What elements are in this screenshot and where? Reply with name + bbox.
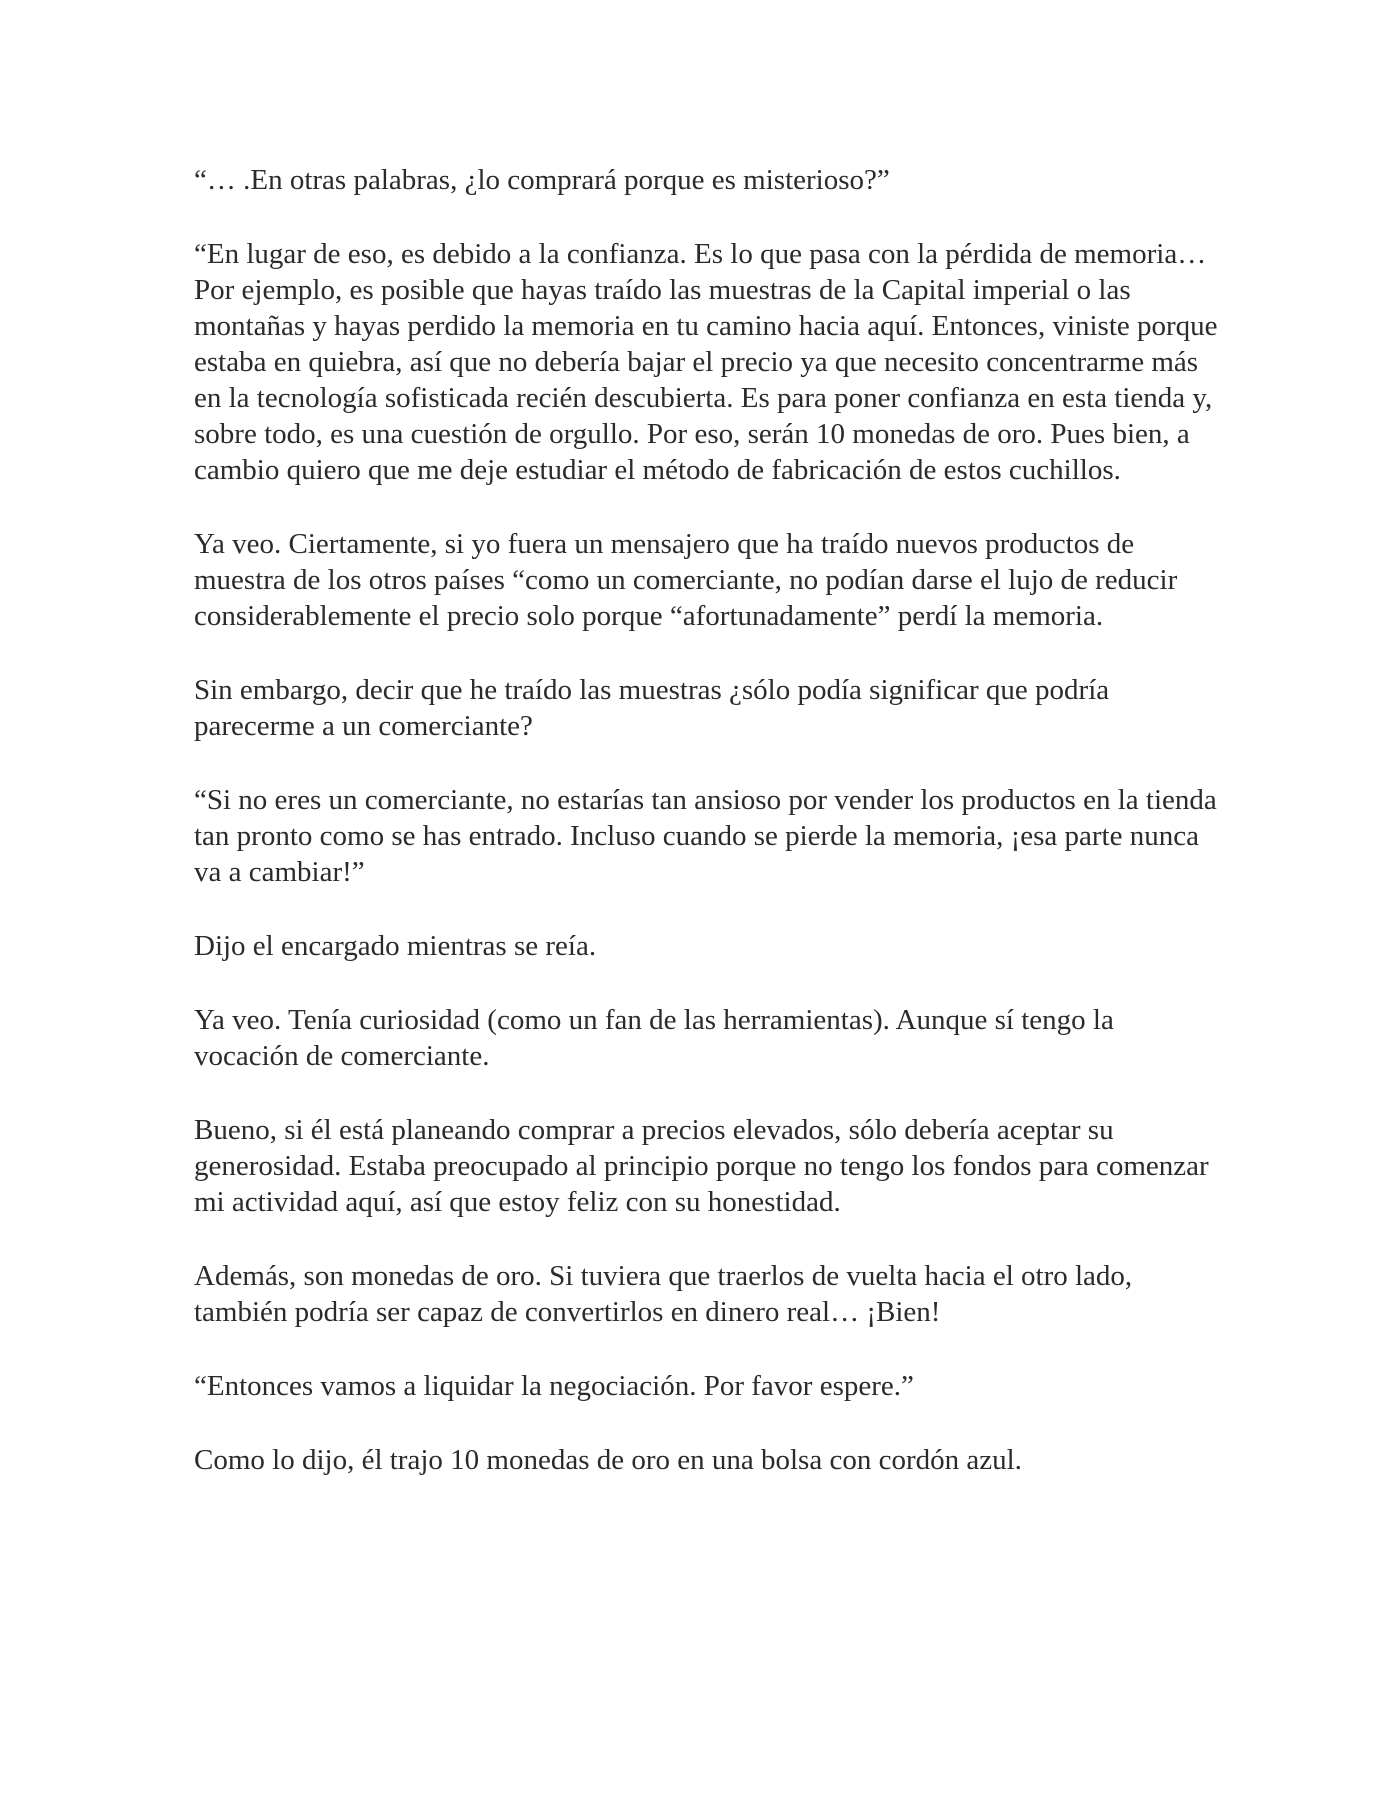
paragraph-5: “Si no eres un comerciante, no estarías tan ansioso por vender los productos en la tienda tan pronto como se has entrado. Incluso cuando se pierde la memoria, ¡esa parte nunca va a cambiar!” xyxy=(194,784,1217,888)
paragraph-9: Además, son monedas de oro. Si tuviera que traerlos de vuelta hacia el otro lado, también podría ser capaz de convertirlos en dinero real… ¡Bien! xyxy=(194,1260,1133,1328)
paragraph-8: Bueno, si él está planeando comprar a precios elevados, sólo debería aceptar su generosidad. Estaba preocupado al principio porque no tengo los fondos para comenzar mi actividad aquí, así que estoy feliz con su honestidad. xyxy=(194,1114,1209,1218)
paragraph-6: Dijo el encargado mientras se reía. xyxy=(194,930,597,962)
paragraph-7: Ya veo. Tenía curiosidad (como un fan de las herramientas). Aunque sí tengo la vocación de comerciante. xyxy=(194,1004,1114,1072)
paragraph-3: Ya veo. Ciertamente, si yo fuera un mensajero que ha traído nuevos productos de muestra de los otros países “como un comerciante, no podían darse el lujo de reducir considerablemente el precio solo porque “afortunadamente” perdí la memoria. xyxy=(194,528,1178,632)
paragraph-2: “En lugar de eso, es debido a la confianza. Es lo que pasa con la pérdida de memoria… Por ejemplo, es posible que hayas traído las muestras de la Capital imperial o las montañas y hayas perdido la memoria en tu camino hacia aquí. Entonces, viniste porque estaba en quiebra, así que no debería bajar el precio ya que necesito concentrarme más en la tecnología sofisticada recién descubierta. Es para poner confianza en esta tienda y, sobre todo, es una cuestión de orgullo. Por eso, serán 10 monedas de oro. Pues bien, a cambio quiero que me deje estudiar el método de fabricación de estos cuchillos. xyxy=(194,238,1218,486)
paragraph-1: “… .En otras palabras, ¿lo comprará porque es misterioso?” xyxy=(194,164,890,196)
paragraph-11: Como lo dijo, él trajo 10 monedas de oro en una bolsa con cordón azul. xyxy=(194,1444,1022,1476)
paragraph-4: Sin embargo, decir que he traído las muestras ¿sólo podía significar que podría parecerme a un comerciante? xyxy=(194,674,1110,742)
document-body xyxy=(194,162,1224,1516)
paragraph-10: “Entonces vamos a liquidar la negociación. Por favor espere.” xyxy=(194,1370,914,1402)
